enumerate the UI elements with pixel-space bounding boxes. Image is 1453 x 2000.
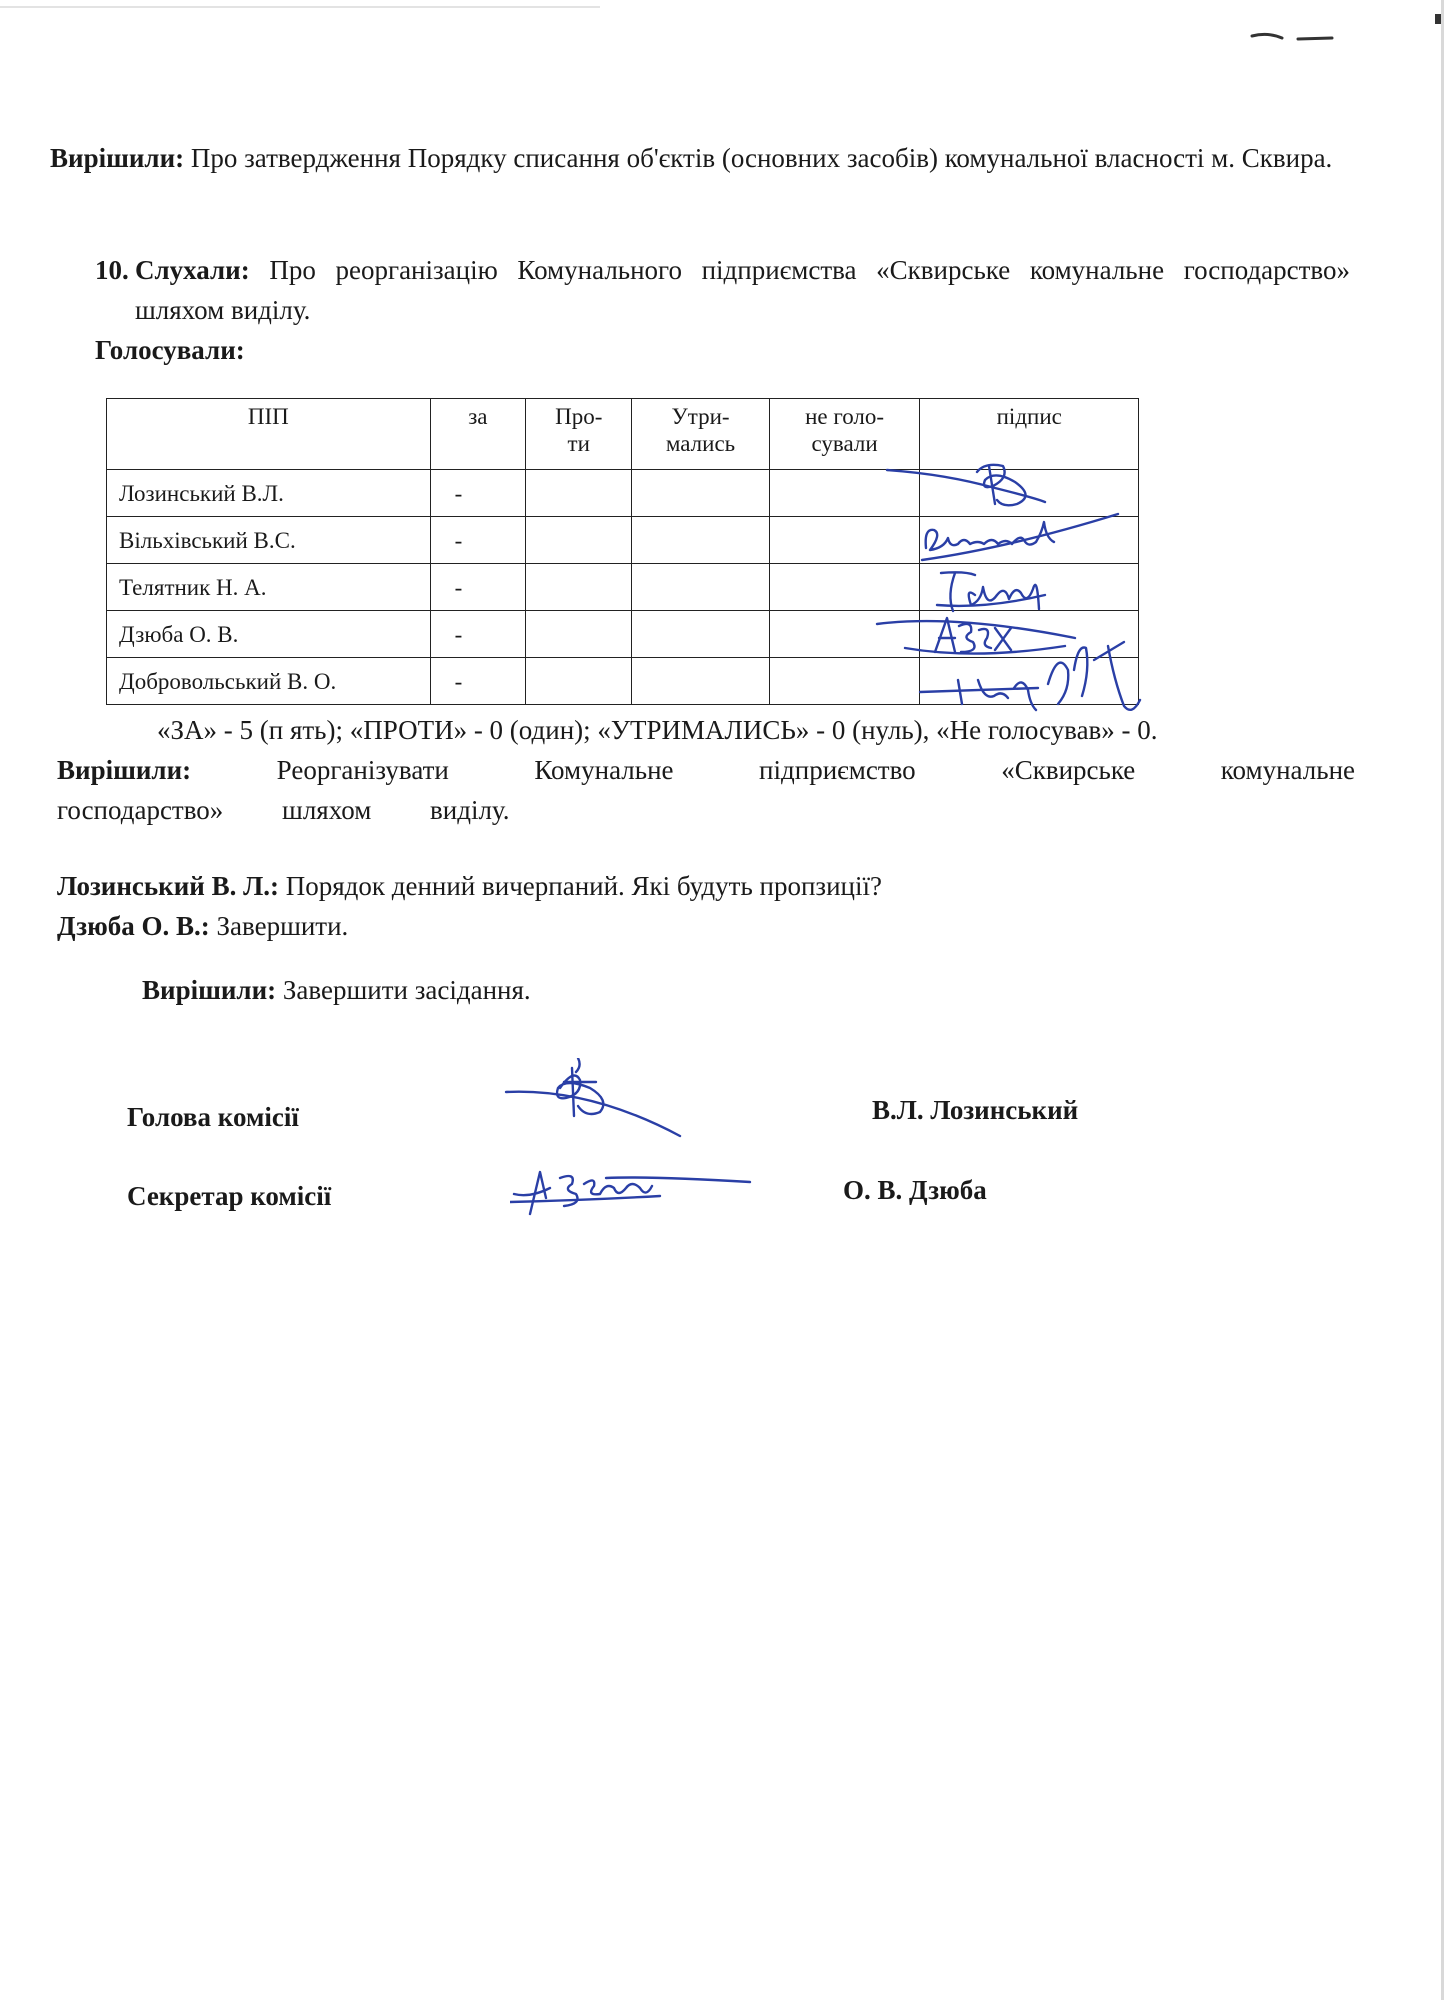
remark-1-text: Порядок денний вичерпаний. Які будуть пропзиції?: [278, 871, 882, 901]
signature-secretary: [510, 1158, 760, 1223]
row-name: Вільхівський В.С.: [107, 517, 431, 564]
decision-9-label: Вирішили:: [50, 143, 185, 173]
row-za: -: [430, 564, 526, 611]
decision-final-label: Вирішили:: [142, 975, 277, 1005]
secretary-name: О. В. Дзюба: [843, 1175, 987, 1205]
decision-9-text: Про затвердження Порядку списання об'єктів (основних засобів) комунальної власності м. Сквира.: [184, 143, 1333, 173]
header-pip-label: ПІП: [247, 404, 289, 429]
decision-final-text: Завершити засідання.: [276, 975, 531, 1005]
item-10-content: [135, 250, 1350, 330]
header-pidpys: [920, 399, 1139, 470]
row-utrymalys: [632, 658, 769, 705]
row-za: -: [430, 517, 526, 564]
secretary-title: Секретар комісії: [127, 1181, 332, 1211]
corner-pen-mark: [1248, 22, 1338, 52]
row-name: Дзюба О. В.: [107, 611, 431, 658]
header-pidpys-label: підпис: [996, 404, 1062, 429]
vote-result: «ЗА» - 5 (п ять); «ПРОТИ» - 0 (один); «УТРИМАЛИСЬ» - 0 (нуль), «Не голосував» - 0.: [157, 715, 1158, 745]
voted-label: Голосували:: [95, 335, 245, 365]
row-proty: [526, 517, 632, 564]
remark-2-text: Завершити.: [209, 911, 349, 941]
remark-2: [57, 906, 348, 946]
decision-10-label: Вирішили:: [57, 755, 192, 785]
header-ne-holosuvaly: [769, 399, 920, 470]
chair-title: Голова комісії: [127, 1102, 299, 1132]
decision-9-paragraph: [50, 138, 1350, 178]
signature-chair: [500, 1058, 690, 1143]
remark-1: [57, 866, 882, 906]
item-10-block: [95, 250, 1350, 330]
item-10-label: Слухали:: [135, 255, 250, 285]
vote-table-header-row: [107, 399, 1139, 470]
item-10-number: 10.: [95, 255, 129, 285]
header-utrymalys-label: Утри- мались: [665, 404, 736, 456]
signature-vilkhivskyi-table: [918, 508, 1133, 568]
scan-right-edge: [1427, 0, 1453, 2000]
row-name: Добровольський В. О.: [107, 658, 431, 705]
decision-10-text: Реорганізувати Комунальне підприємство «Сквирське комунальне господарство» шляхом виділу.: [57, 755, 1355, 825]
item-10-paragraph: [95, 250, 1350, 330]
row-proty: [526, 658, 632, 705]
remark-1-speaker: Лозинський В. Л.:: [57, 871, 279, 901]
row-name: Телятник Н. А.: [107, 564, 431, 611]
remark-2-speaker: Дзюба О. В.:: [57, 911, 210, 941]
decision-final: [142, 970, 531, 1010]
header-proty-label: Про- ти: [555, 404, 603, 456]
header-ne-holosuvaly-label: не голо- сували: [805, 404, 885, 456]
header-utrymalys: [632, 399, 769, 470]
row-utrymalys: [632, 611, 769, 658]
row-ne-holosuvaly: [769, 564, 920, 611]
row-za: -: [430, 470, 526, 517]
row-utrymalys: [632, 517, 769, 564]
header-za-label: за: [468, 404, 488, 429]
chair-name: В.Л. Лозинський: [872, 1095, 1079, 1125]
header-pip: [107, 399, 431, 470]
row-name: Лозинський В.Л.: [107, 470, 431, 517]
row-za: -: [430, 658, 526, 705]
row-ne-holosuvaly: [769, 517, 920, 564]
row-utrymalys: [632, 470, 769, 517]
scan-edge-line: [0, 6, 600, 8]
row-proty: [526, 564, 632, 611]
row-utrymalys: [632, 564, 769, 611]
decision-10-paragraph: [57, 750, 1355, 830]
header-proty: [526, 399, 632, 470]
header-za: [430, 399, 526, 470]
row-proty: [526, 470, 632, 517]
row-za: -: [430, 611, 526, 658]
signature-dobrovolskyi-table: [918, 640, 1143, 718]
item-10-text: Про реорганізацію Комунального підприємства «Сквирське комунальне господарство» шляхом виділу.: [135, 255, 1350, 325]
row-proty: [526, 611, 632, 658]
